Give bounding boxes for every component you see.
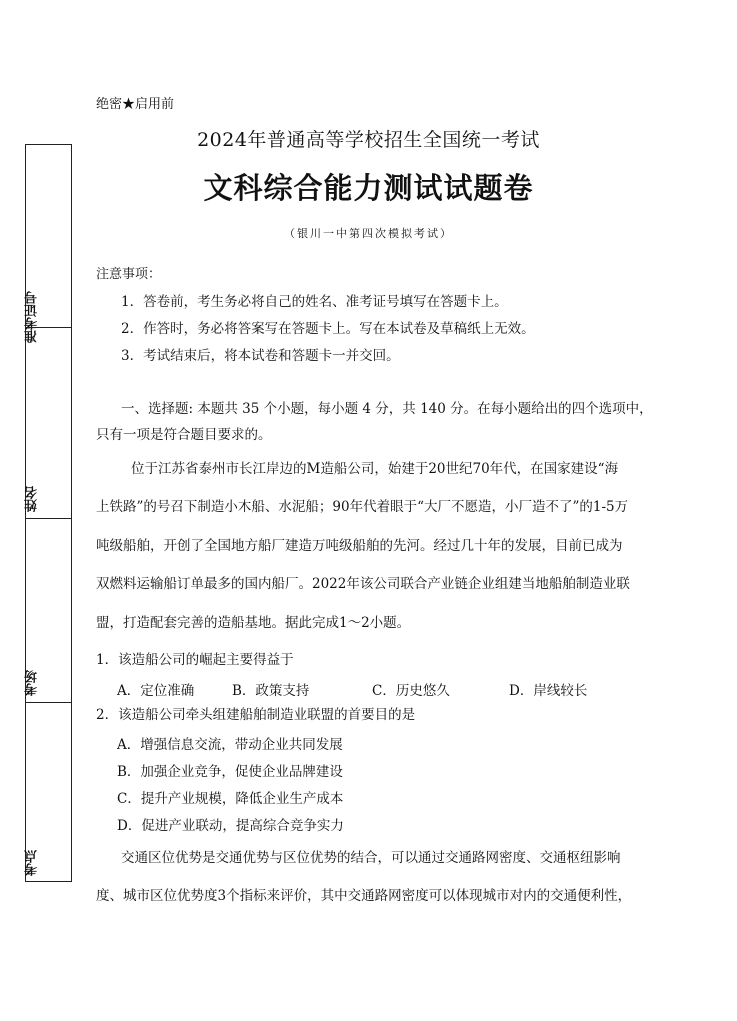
strip-label-exam-site: 考点: [25, 850, 40, 876]
answer-option[interactable]: B．政策支持: [232, 683, 310, 699]
answer-option[interactable]: D．岸线较长: [509, 683, 588, 699]
notes-heading: 注意事项：: [96, 267, 162, 282]
strip-label-exam-room: 考场: [25, 670, 40, 696]
binding-strip: [25, 144, 72, 882]
paper-title: 文科综合能力测试试题卷: [203, 171, 534, 205]
section-instructions-cont: 只有一项是符合题目要求的。: [96, 427, 272, 443]
passage-line: 吨级船舶，开创了全国地方船厂建造万吨级船舶的先河。经过几十年的发展，目前已成为: [96, 538, 623, 554]
answer-option[interactable]: A．定位准确: [117, 683, 195, 699]
strip-divider: [26, 702, 71, 703]
exam-subtitle: （银川一中第四次模拟考试）: [284, 227, 453, 240]
answer-option[interactable]: B．加强企业竞争，促使企业品牌建设: [117, 764, 343, 780]
strip-divider: [26, 327, 71, 328]
passage-line: 上铁路”的号召下制造小木船、水泥船；90年代着眼于“大厂不愿造，小厂造不了”的1-5万: [96, 499, 629, 515]
passage-line: 交通区位优势是交通优势与区位优势的结合，可以通过交通路网密度、交通枢纽影响: [121, 850, 621, 866]
question-stem: 2．该造船公司牵头组建船舶制造业联盟的首要目的是: [96, 707, 416, 723]
passage-line: 双燃料运输船订单最多的国内船厂。2022年该公司联合产业链企业组建当地船舶制造业联: [96, 576, 630, 592]
passage-line: 盟，打造配套完善的造船基地。据此完成1～2小题。: [96, 615, 411, 631]
note-item: 1．答卷前，考生务必将自己的姓名、准考证号填写在答题卡上。: [121, 294, 508, 310]
section-instructions: 一、选择题: 本题共 35 个小题，每小题 4 分，共 140 分。在每小题给出的四个选项中，: [121, 401, 653, 417]
answer-option[interactable]: A．增强信息交流，带动企业共同发展: [117, 737, 343, 753]
note-item: 3．考试结束后，将本试卷和答题卡一并交回。: [121, 348, 400, 364]
passage-line: 位于江苏省泰州市长江岸边的M造船公司，始建于20世纪70年代，在国家建设“海: [131, 461, 619, 477]
answer-option[interactable]: C．历史悠久: [372, 683, 450, 699]
answer-option[interactable]: C．提升产业规模，降低企业生产成本: [117, 791, 344, 807]
strip-label-admission-number: 准考证号: [25, 291, 40, 343]
answer-option[interactable]: D．促进产业联动，提高综合竞争实力: [117, 818, 344, 834]
question-stem: 1．该造船公司的崛起主要得益于: [96, 652, 294, 668]
note-item: 2．作答时，务必将答案写在答题卡上。写在本试卷及草稿纸上无效。: [121, 321, 535, 337]
strip-label-name: 姓名: [25, 486, 40, 512]
strip-divider: [26, 518, 71, 519]
passage-line: 度、城市区位优势度3个指标来评价，其中交通路网密度可以体现城市对内的交通便利性，: [96, 888, 632, 904]
exam-title: 2024年普通高等学校招生全国统一考试: [197, 129, 540, 151]
secret-mark: 绝密★启用前: [96, 97, 175, 112]
